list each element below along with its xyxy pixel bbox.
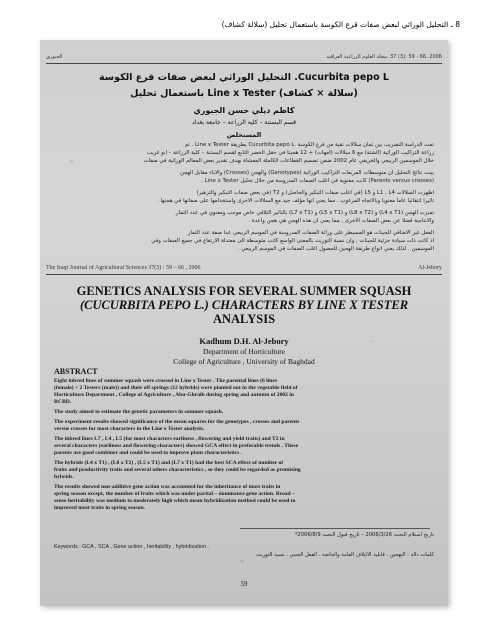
ar-abstract-line: تأثيراً انتقائياً عاماً معنوياً وبالاتجاه المرغوب . مما يعني انها مؤلف جيد مع السلالات الأخرى واستخدامها على صفاتها في هجنها . [157, 198, 434, 204]
keywords-ar: كلمات دالة : التهجين ، قابلية الائتلاف العامة والخاصة ، الفعل الجيني ، نسبة التوريث [256, 552, 434, 558]
ar-abstract-line: اذ كانت ذات سيادة جزئية للجينات , وان نسبة التوريث بالمعنى الواسع كانت متوسطة الى معتدلة الارتفاع في جميع الصفات وفي [151, 238, 434, 244]
en-abstract-line: The hybrids (L4 x T1) , (L8 x T2) , (L5 x T1) and (L7 x T1) had the best SCA effect of number of [54, 460, 284, 466]
journal-strip-ar [46, 54, 442, 60]
en-author-college: College of Agriculture , University of Baghdad [173, 357, 315, 366]
en-abstract-line: Horticulture Department , College of Agriculture , Abu-Ghraib during spring and autumn of 2002 in [54, 392, 295, 398]
ar-abstract-line: (Parents versus crosses) كانت معنوية في اغلب الصفات المدروسة من خلال تحليل Line x Tester . [201, 178, 434, 184]
top-rule [46, 63, 442, 64]
journal-strip-ar-left: 2006 ،66 - 59 :(3) 37 ،مجلة العلوم الزراعية العراقية [326, 54, 442, 60]
ar-abstract-line: بينت نتائج التحليل ان متوسطات المربعات التراكيب الوراثية (Genotypes) والهجن (Crosses) والآباء مقابل الهجن [179, 170, 434, 176]
en-abstract-line: The study aimed to estimate the genetic parameters in summer squash. [54, 409, 224, 415]
scanned-page [40, 40, 448, 606]
ar-title-line2: (سلالة × كشاف) Line x Tester باستعمال تحليل [130, 88, 358, 99]
page-number: 59 [240, 580, 248, 588]
en-abstract-line: sense heritability was medium to moderately high which mean hybridization method could be used to [54, 498, 296, 504]
mid-rule [46, 274, 442, 275]
ar-affiliation: قسم البستنة – كلية الزراعة – جامعة بغداد [191, 119, 296, 126]
en-abstract-line: several characters (earliness and flowering characters) showed GCA effect in preferable trends . These [54, 443, 299, 449]
ar-abstract-line: تمت الدراسة التضريب بين ثمان سلالات نقية من قرع الكوسة .Cucurbita pepo L بطريقة Line x Tester . تم [184, 142, 434, 148]
journal-strip-en [46, 265, 442, 271]
en-abstract-line: fruits and productivity traits and several others characteristics , so they could be regarded as promising [54, 467, 301, 473]
journal-strip-en-right: Al-Jebory [418, 265, 442, 271]
en-abstract-line: The results showed non-additive gene action was accounted for the inheritance of most traits in [54, 484, 281, 490]
ar-author: كاظم ديلي حسن الجبوري [193, 106, 295, 115]
en-abstract-line: (female) + 2 Testers (male)) and their off springs (12 hybrids) were planted out in the vegetable field of [54, 385, 298, 391]
ar-abstract-line: الموسمين . لذلك يعني انواع طريقة الهجين للحصول اغلب الصفات في الموسم الربيعي . [237, 246, 434, 252]
ar-abstract-line: تميزت الهجن (L4 x T1) و (L8 x T2) و (L5 x T1) و (L7 x T1) بالتأثير التلافي خاص موجب ومعنوي في عدد الثمار [175, 210, 434, 216]
journal-strip-ar-right: الجبوري [46, 54, 63, 60]
keywords-en: Keywords : GCA , SCA , Gene action , heritability , hybridization . [54, 544, 209, 550]
en-author-name: Kadhum D.H. Al-Jebory [199, 336, 289, 346]
en-abstract-line: The experiment results showed significance of the mean squares for the genotypes , crosses and parents [54, 419, 300, 425]
ar-abstract-line: أظهرت السلالات L1 , L4 و L5 (في أغلب صفات التبكير والحاصل) و T2 (في بعض صفات التبكير والتزهير) [196, 190, 434, 196]
ar-title-line1: Cucurbita pepo L. التحليل الوراثي لبعض صفات قرع الكوسة [99, 72, 389, 83]
en-abstract-line: spring season except, the number of fruits which was under partial – dominance gene action. Broad – [54, 491, 295, 497]
en-title-line3: ANALYSIS [212, 312, 276, 326]
en-title-line1: GENETICS ANALYSIS FOR SEVERAL SUMMER SQUASH [76, 284, 412, 298]
ar-abstract-heading: المستخلص [226, 131, 262, 139]
footnote-rule [240, 528, 430, 529]
ar-abstract-line: الفعل غير الاضافي للجينات هو المسيطر على وراثة الصفات المدروسة في الموسم الربيعي عدا صفة عدد الثمار [187, 230, 434, 236]
ar-abstract-line: زراعة التراكيب الوراثية (الشتة) مع 6 سلالات (أمهات) + 12 هجيناً في حقل الخضر التابع لقسم البستنة – كلية الزراعة – أبو غريب [146, 150, 434, 156]
ar-abstract-line: خلال الموسمين الربيعي والخريفي عام 2002 ضمن تصميم القطاعات الكاملة المعشاة بهدف تقدير بعض المعالم الوراثية في صفات [143, 158, 434, 164]
en-abstract-line: Eight inbred lines of summer squash were crossed in Line x Tester . The parental lines (6 lines [54, 378, 278, 384]
en-abstract-line: RCBD. [54, 399, 72, 405]
en-abstract-line: versus crosses for most characters in the Line x Tester analysis. [54, 426, 205, 432]
ar-abstract-line: والانتاجية فضلاً عن بعض الصفات الأخرى , مما يعني ان هذه الهجن هي هجن واعدة . [248, 218, 434, 224]
en-abstract-line: improved most traits in spring season. [54, 505, 145, 511]
received-dates: تاريخ استلام البحث 2006/3/26 – تاريخ قبول البحث 2006/8/9* [294, 532, 434, 538]
en-abstract-line: The inbred lines L7 , L4 , L5 (for most characters earliness , flowering and yield traits) and T2 in [54, 436, 285, 442]
page-header: 8 ـ التحليل الوراثي لبعض صفات قرع الكوسة باستعمال تحليل (سلالة كشاف) [221, 20, 460, 29]
en-abstract-line: hybrids. [54, 474, 74, 480]
en-title-line2: (CUCURBITA PEPO L.) CHARACTERS BY LINE X TESTER [79, 298, 409, 312]
journal-strip-en-left: The Iraqi Journal of Agricultural Sciences 37(3) : 59 – 66 , 2006 [46, 265, 201, 271]
abstract-heading: ABSTRACT [54, 367, 98, 376]
en-author-department: Department of Horticulture [202, 347, 286, 356]
en-abstract-line: parents are good combiner and could be used to improve plant characteristics . [54, 450, 243, 456]
